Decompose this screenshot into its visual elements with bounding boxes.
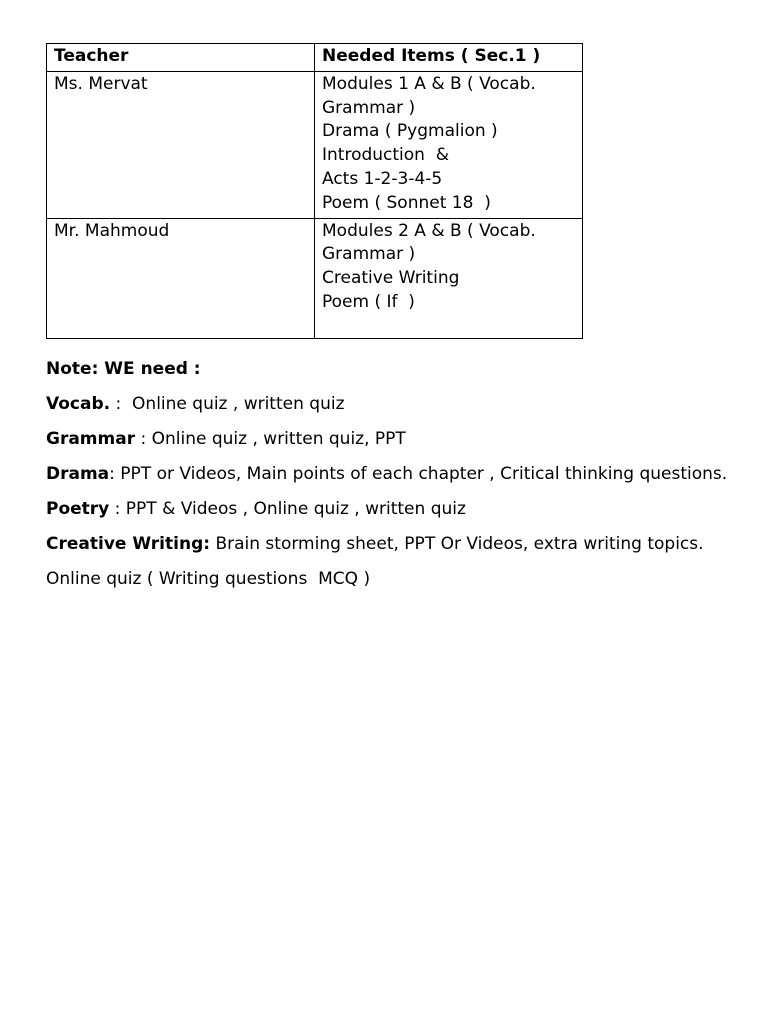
notes-section <box>46 358 746 603</box>
item-line: Introduction & <box>322 145 450 166</box>
item-line: Grammar ) <box>322 97 416 118</box>
header-needed-items: Needed Items ( Sec.1 ) <box>315 44 583 72</box>
item-line: Modules 1 A & B ( Vocab. <box>322 73 536 94</box>
table-header-row <box>47 44 583 72</box>
item-line: Drama ( Pygmalion ) <box>322 121 498 142</box>
note-line-drama <box>46 463 746 486</box>
note-label: Creative Writing: <box>46 534 211 554</box>
note-text: Brain storming sheet, PPT Or Videos, extra writing topics. <box>210 534 704 554</box>
note-line-creative-writing <box>46 533 746 556</box>
note-footer: Online quiz ( Writing questions MCQ ) <box>46 569 371 589</box>
item-line: Poem ( Sonnet 18 ) <box>322 192 491 213</box>
header-teacher: Teacher <box>47 44 315 72</box>
needed-items-table <box>46 43 583 339</box>
note-label: Grammar <box>46 429 136 449</box>
item-line: Grammar ) <box>322 244 416 265</box>
teacher-cell: Mr. Mahmoud <box>47 218 315 338</box>
item-line: Creative Writing <box>322 268 460 289</box>
note-line-vocab <box>46 393 746 416</box>
teacher-cell: Ms. Mervat <box>47 71 315 218</box>
note-text: : PPT or Videos, Main points of each chapter , Critical thinking questions. <box>109 464 728 484</box>
notes-heading: Note: WE need : <box>46 359 201 379</box>
note-line-poetry <box>46 498 746 521</box>
item-line: Modules 2 A & B ( Vocab. <box>322 220 536 241</box>
items-cell <box>315 71 583 218</box>
note-label: Drama <box>46 464 110 484</box>
table-row <box>47 218 583 338</box>
item-line: Acts 1-2-3-4-5 <box>322 168 443 189</box>
table-row <box>47 71 583 218</box>
note-label: Poetry <box>46 499 110 519</box>
note-text: : Online quiz , written quiz <box>110 394 345 414</box>
note-text: : PPT & Videos , Online quiz , written quiz <box>109 499 466 519</box>
note-text: : Online quiz , written quiz, PPT <box>135 429 406 449</box>
items-cell <box>315 218 583 338</box>
note-label: Vocab. <box>46 394 111 414</box>
item-line: Poem ( If ) <box>322 291 415 312</box>
note-line-grammar <box>46 428 746 451</box>
